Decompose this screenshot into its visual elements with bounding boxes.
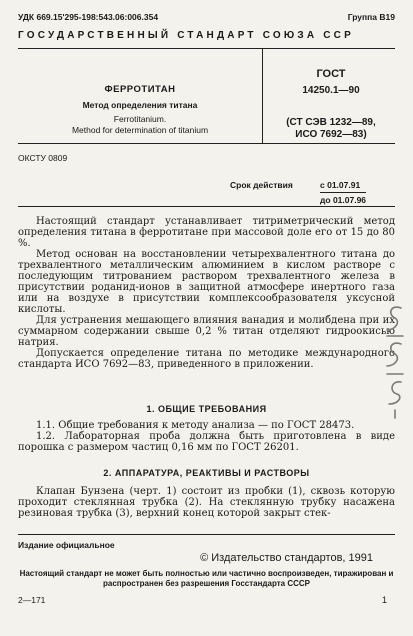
title-block-bottom-rule <box>18 143 395 144</box>
title-block-divider <box>262 48 263 143</box>
validity-rule <box>18 206 395 207</box>
handwritten-annotation <box>381 300 409 420</box>
udk-code: УДК 669.15'295-198:543.06:006.354 <box>18 12 159 22</box>
intro-paragraph-4: Допускается определение титана по методике международного стандарта ИСО 7692—83, приведенного в приложении. <box>18 348 395 370</box>
section-1-item-2: 1.2. Лабораторная проба должна быть приготовлена в виде порошка с размером частиц 0,16 мм по ГОСТ 26201. <box>18 431 395 453</box>
group-code: Группа В19 <box>347 12 395 22</box>
document-subtitle: Метод определения титана <box>82 100 198 110</box>
section-1-heading: 1. ОБЩИЕ ТРЕБОВАНИЯ <box>146 404 267 414</box>
equivalent-standard-2: ИСО 7692—83) <box>295 129 367 140</box>
standard-org-heading: ГОСУДАРСТВЕННЫЙ СТАНДАРТ СОЮЗА ССР <box>18 30 354 41</box>
section-2-heading: 2. АППАРАТУРА, РЕАКТИВЫ И РАСТВОРЫ <box>103 468 310 478</box>
page-number: 1 <box>381 595 387 605</box>
footer-rule <box>18 534 395 535</box>
reproduction-notice: Настоящий стандарт не может быть полностью или частично воспроизведен, тиражирован и распространен без разрешения Госстандарта СССР <box>19 569 394 588</box>
equivalent-standard-1: (СТ СЭВ 1232—89, <box>286 117 376 128</box>
validity-label: Срок действия <box>230 180 293 190</box>
english-title <box>18 114 262 136</box>
validity-from: с 01.07.91 <box>320 180 361 190</box>
copyright-line: © Издательство стандартов, 1991 <box>200 552 373 564</box>
document-title: ФЕРРОТИТАН <box>104 84 176 95</box>
intro-paragraph-1: Настоящий стандарт устанавливает титриметрический метод определения титана в ферротитане при массовой доле его от 15 до 80 %. <box>18 216 395 249</box>
english-title-line1: Ferrotitanium. <box>113 114 167 124</box>
gost-number: 14250.1—90 <box>302 85 360 96</box>
gost-label: ГОСТ <box>316 68 346 80</box>
official-edition-label: Издание официальное <box>18 540 115 550</box>
okstu-code: ОКСТУ 0809 <box>18 153 68 163</box>
section-1-item-1: 1.1. Общие требования к методу анализа — по ГОСТ 28473. <box>36 420 355 431</box>
validity-to: до 01.07.96 <box>320 192 366 205</box>
validity-dates <box>320 180 366 205</box>
section-1-text <box>18 420 395 453</box>
english-title-line2: Method for determination of titanium <box>71 125 209 135</box>
intro-paragraph-2: Метод основан на восстановлении четырехвалентного титана до трехвалентного металлическим алюминием в кислом растворе с последующим титрованием раствором трехвалентного железа в присутствии роданид-ионов в защитной атмосфере инертного газа или на воздухе в присутствии комплексообразователя уксусной кислоты. <box>18 249 395 315</box>
top-rule <box>18 48 395 49</box>
intro-text <box>18 216 395 370</box>
intro-paragraph-3: Для устранения мешающего влияния ванадия и молибдена при их суммарном содержании свыше 0,2 % титан отделяют гидроокисью натрия. <box>18 315 395 348</box>
section-2-paragraph-1: Клапан Бунзена (черт. 1) состоит из пробки (1), сквозь которую проходит стеклянная трубка (2). На стеклянную трубку насажена резиновая трубка (3), верхний конец которой закрыт стек- <box>18 486 395 519</box>
section-2-text <box>18 486 395 519</box>
print-code: 2—171 <box>18 595 46 605</box>
